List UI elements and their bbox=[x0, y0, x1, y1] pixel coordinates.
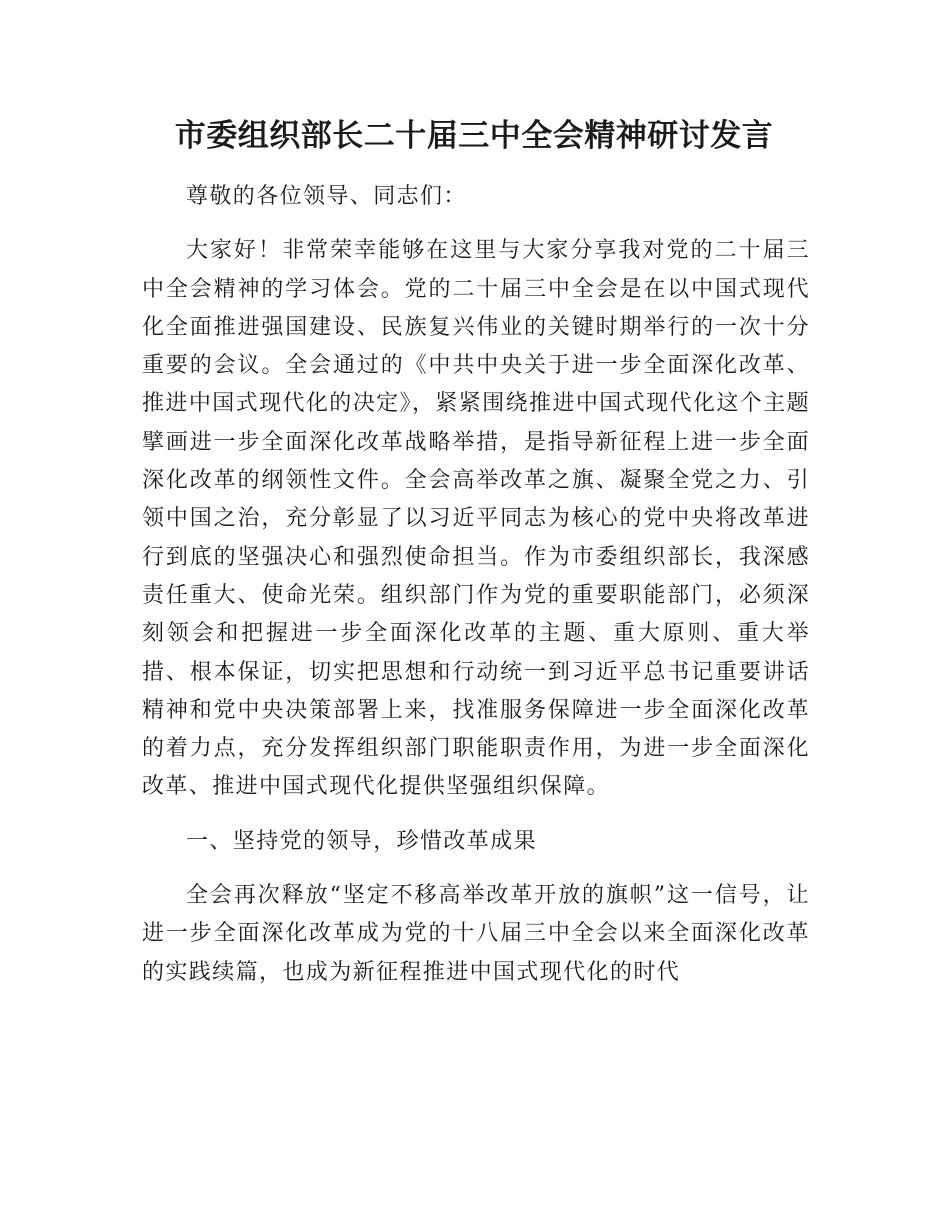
section-heading: 一、坚持党的领导，珍惜改革成果 bbox=[186, 828, 538, 854]
body-paragraph: 大家好！非常荣幸能够在这里与大家分享我对党的二十届三中全会精神的学习体会。党的二十届三中全会是在以中国式现代化全面推进强国建设、民族复兴伟业的关键时期举行的一次十分重要的会议。全会通过的《中共中央关于进一步全面深化改革、推进中国式现代化的决定》，紧紧围绕推进中国式现代化这个主题擘画进一步全面深化改革战略举措，是指导新征程上进一步全面深化改革的纲领性文件。全会高举改革之旗、凝聚全党之力、引领中国之治，充分彰显了以习近平同志为核心的党中央将改革进行到底的坚强决心和强烈使命担当。作为市委组织部长，我深感责任重大、使命光荣。组织部门作为党的重要职能部门，必须深刻领会和把握进一步全面深化改革的主题、重大原则、重大举措、根本保证，切实把思想和行动统一到习近平总书记重要讲话精神和党中央决策部署上来，找准服务保障进一步全面深化改革的着力点，充分发挥组织部门职能职责作用，为进一步全面深化改革、推进中国式现代化提供坚强组织保障。 bbox=[142, 238, 810, 800]
salutation: 尊敬的各位领导、同志们： bbox=[186, 184, 467, 209]
section-paragraph: 全会再次释放“坚定不移高举改革开放的旗帜”这一信号，让进一步全面深化改革成为党的十八届三中全会以来全面深化改革的实践续篇，也成为新征程推进中国式现代化的时代 bbox=[142, 883, 810, 985]
document-title: 市委组织部长二十届三中全会精神研讨发言 bbox=[174, 118, 774, 154]
document-page bbox=[142, 108, 810, 992]
